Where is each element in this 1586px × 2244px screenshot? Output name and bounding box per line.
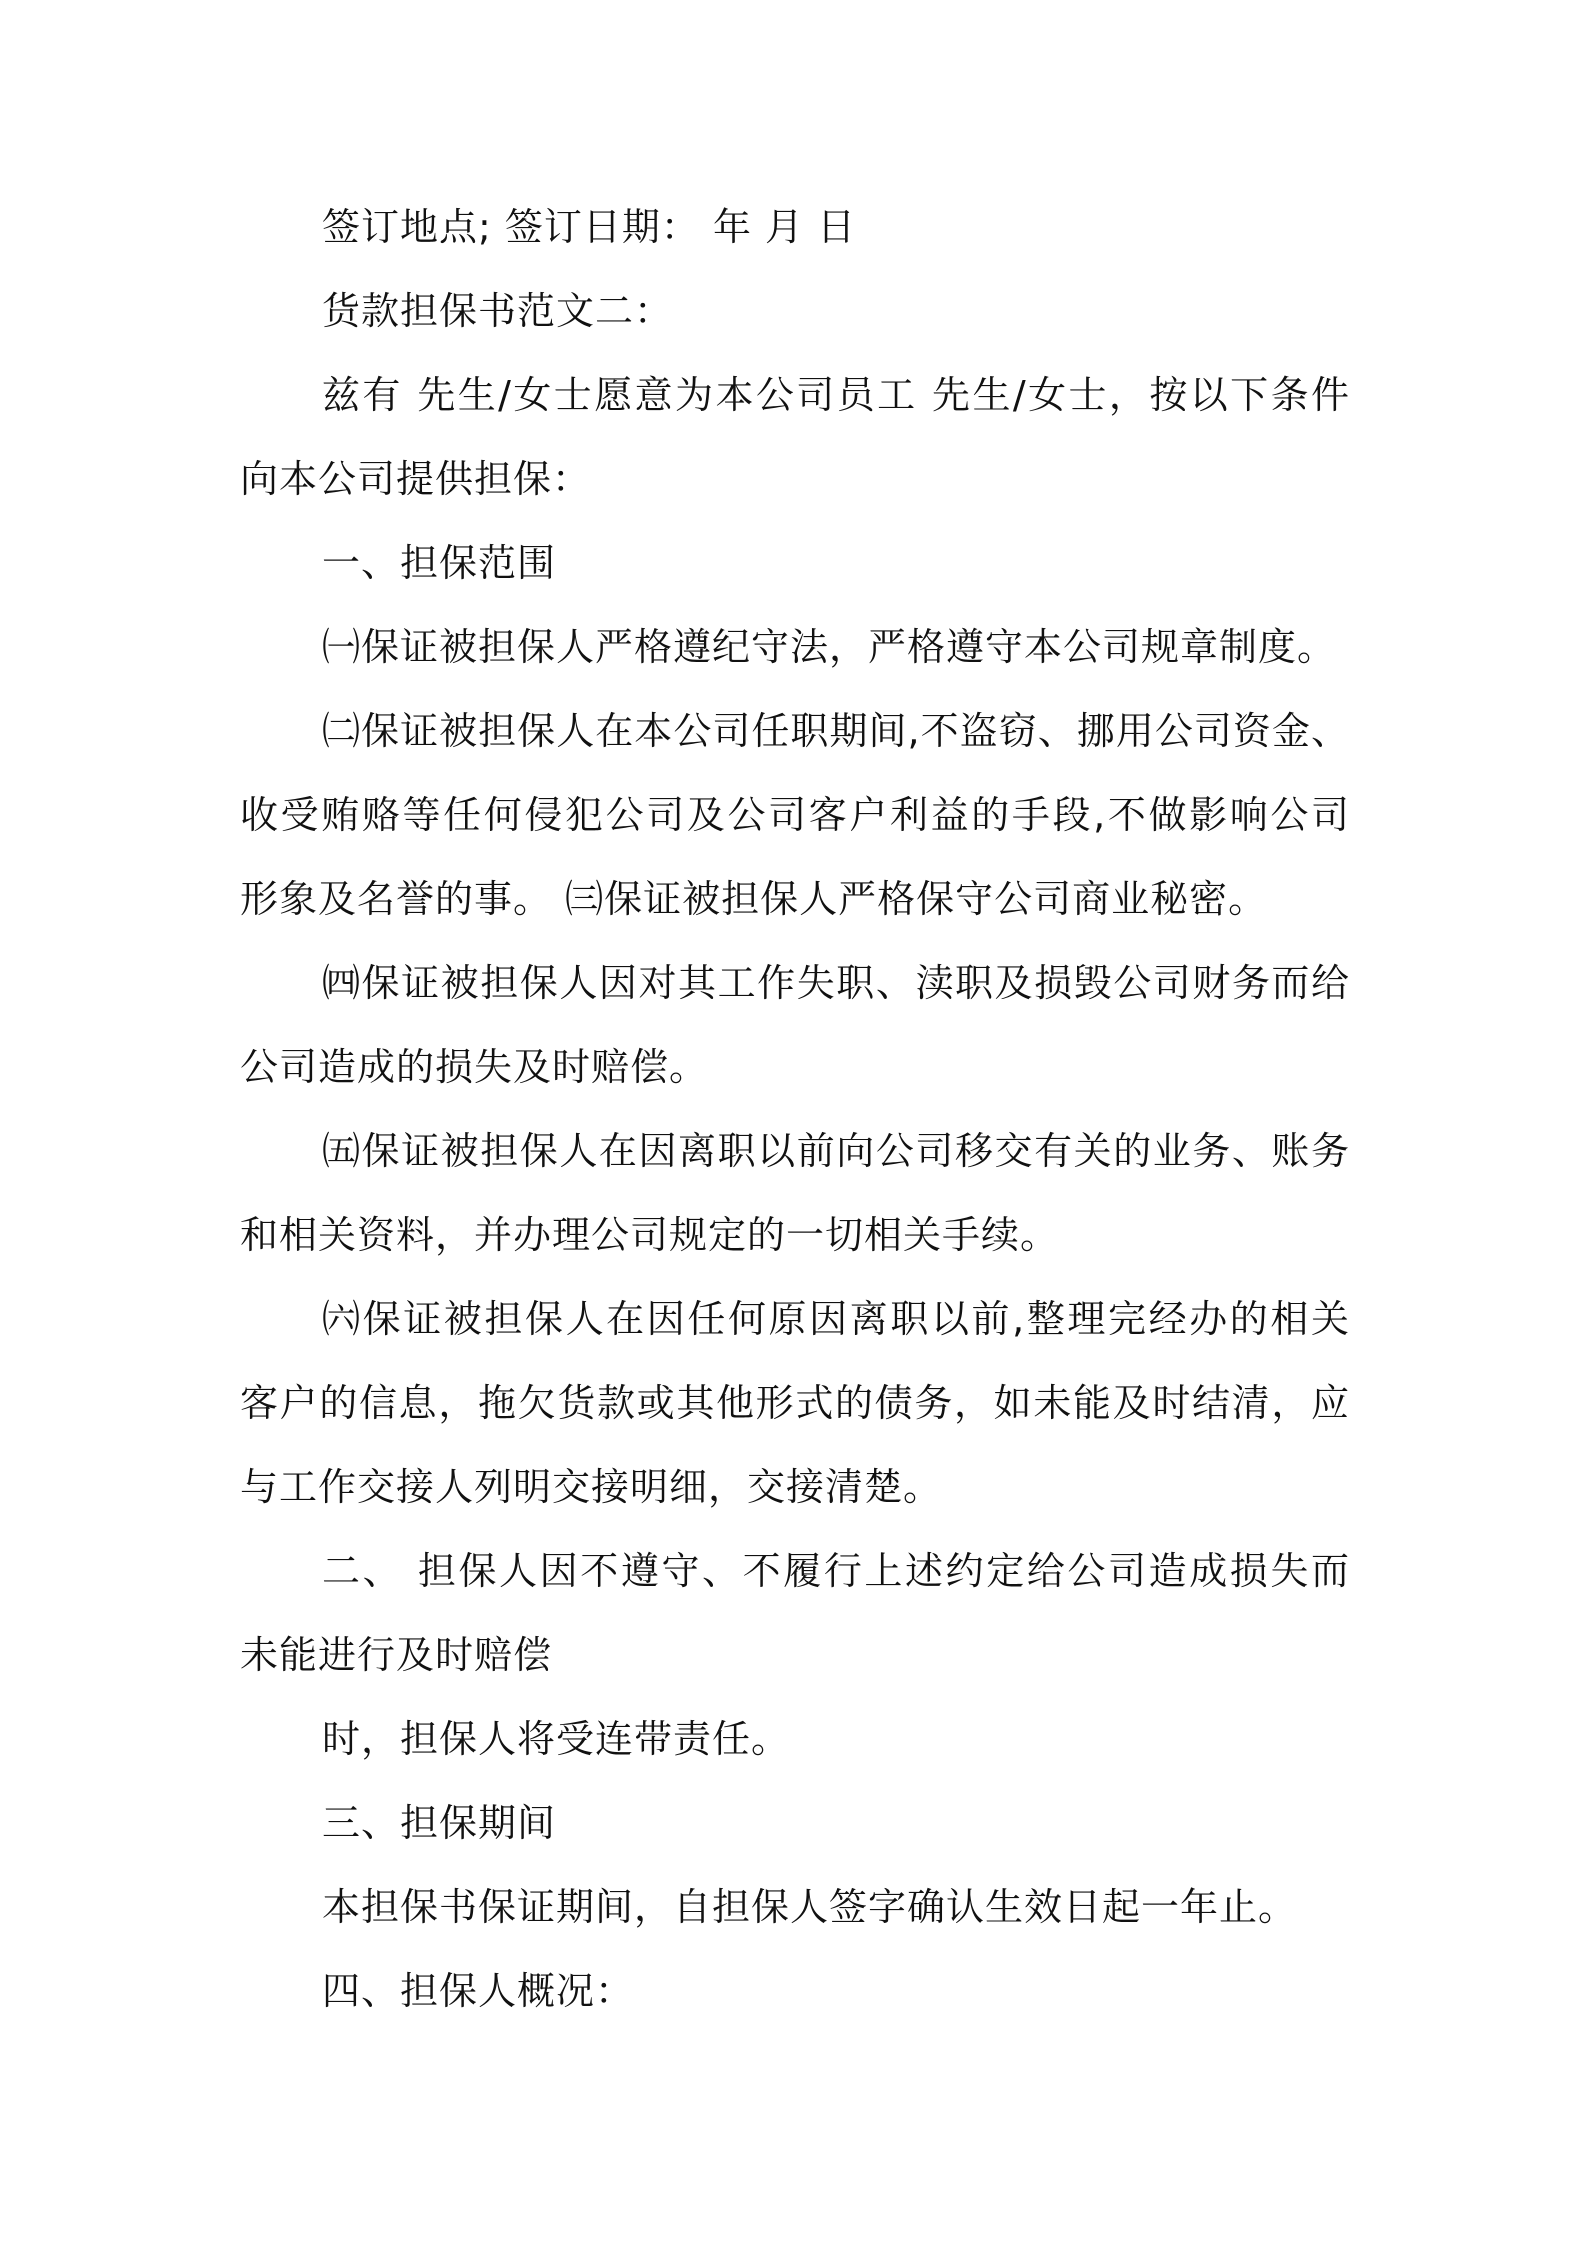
heading-guarantee-scope: 一、担保范围	[322, 541, 557, 585]
section-title-sample-two: 货款担保书范文二：	[322, 289, 674, 333]
clause-5-line-1: ㈤保证被担保人在因离职以前向公司移交有关的业务、账务	[322, 1129, 1350, 1173]
heading-two-line-2: 未能进行及时赔偿	[240, 1633, 553, 1677]
clause-4-line-2: 公司造成的损失及时赔偿。	[240, 1045, 709, 1089]
clause-4-line-1: ㈣保证被担保人因对其工作失职、渎职及损毁公司财务而给	[322, 961, 1350, 1005]
clause-6-line-3: 与工作交接人列明交接明细，交接清楚。	[240, 1465, 943, 1509]
clause-2-3-line: 形象及名誉的事。 ㈢保证被担保人严格保守公司商业秘密。	[240, 877, 1268, 921]
clause-5-line-2: 和相关资料，并办理公司规定的一切相关手续。	[240, 1213, 1060, 1257]
guarantee-period-text: 本担保书保证期间，自担保人签字确认生效日起一年止。	[322, 1885, 1298, 1929]
paragraph-line: 兹有 先生/女士愿意为本公司员工 先生/女士，按以下条件	[322, 373, 1350, 417]
clause-6-line-1: ㈥保证被担保人在因任何原因离职以前,整理完经办的相关	[322, 1297, 1350, 1341]
heading-guarantor-overview: 四、担保人概况：	[322, 1969, 635, 2013]
clause-1: ㈠保证被担保人严格遵纪守法，严格遵守本公司规章制度。	[322, 625, 1337, 669]
paragraph-line: 向本公司提供担保：	[240, 457, 592, 501]
heading-guarantee-period: 三、担保期间	[322, 1801, 557, 1845]
clause-6-line-2: 客户的信息，拖欠货款或其他形式的债务，如未能及时结清，应	[240, 1381, 1350, 1425]
clause-2-line-1: ㈡保证被担保人在本公司任职期间,不盗窃、挪用公司资金、	[322, 709, 1350, 753]
liability-line: 时，担保人将受连带责任。	[322, 1717, 791, 1761]
signing-place-date-line: 签订地点; 签订日期： 年 月 日	[322, 205, 857, 249]
heading-two-line-1: 二、 担保人因不遵守、不履行上述约定给公司造成损失而	[322, 1549, 1350, 1593]
clause-2-line-2: 收受贿赂等任何侵犯公司及公司客户利益的手段,不做影响公司	[240, 793, 1350, 837]
